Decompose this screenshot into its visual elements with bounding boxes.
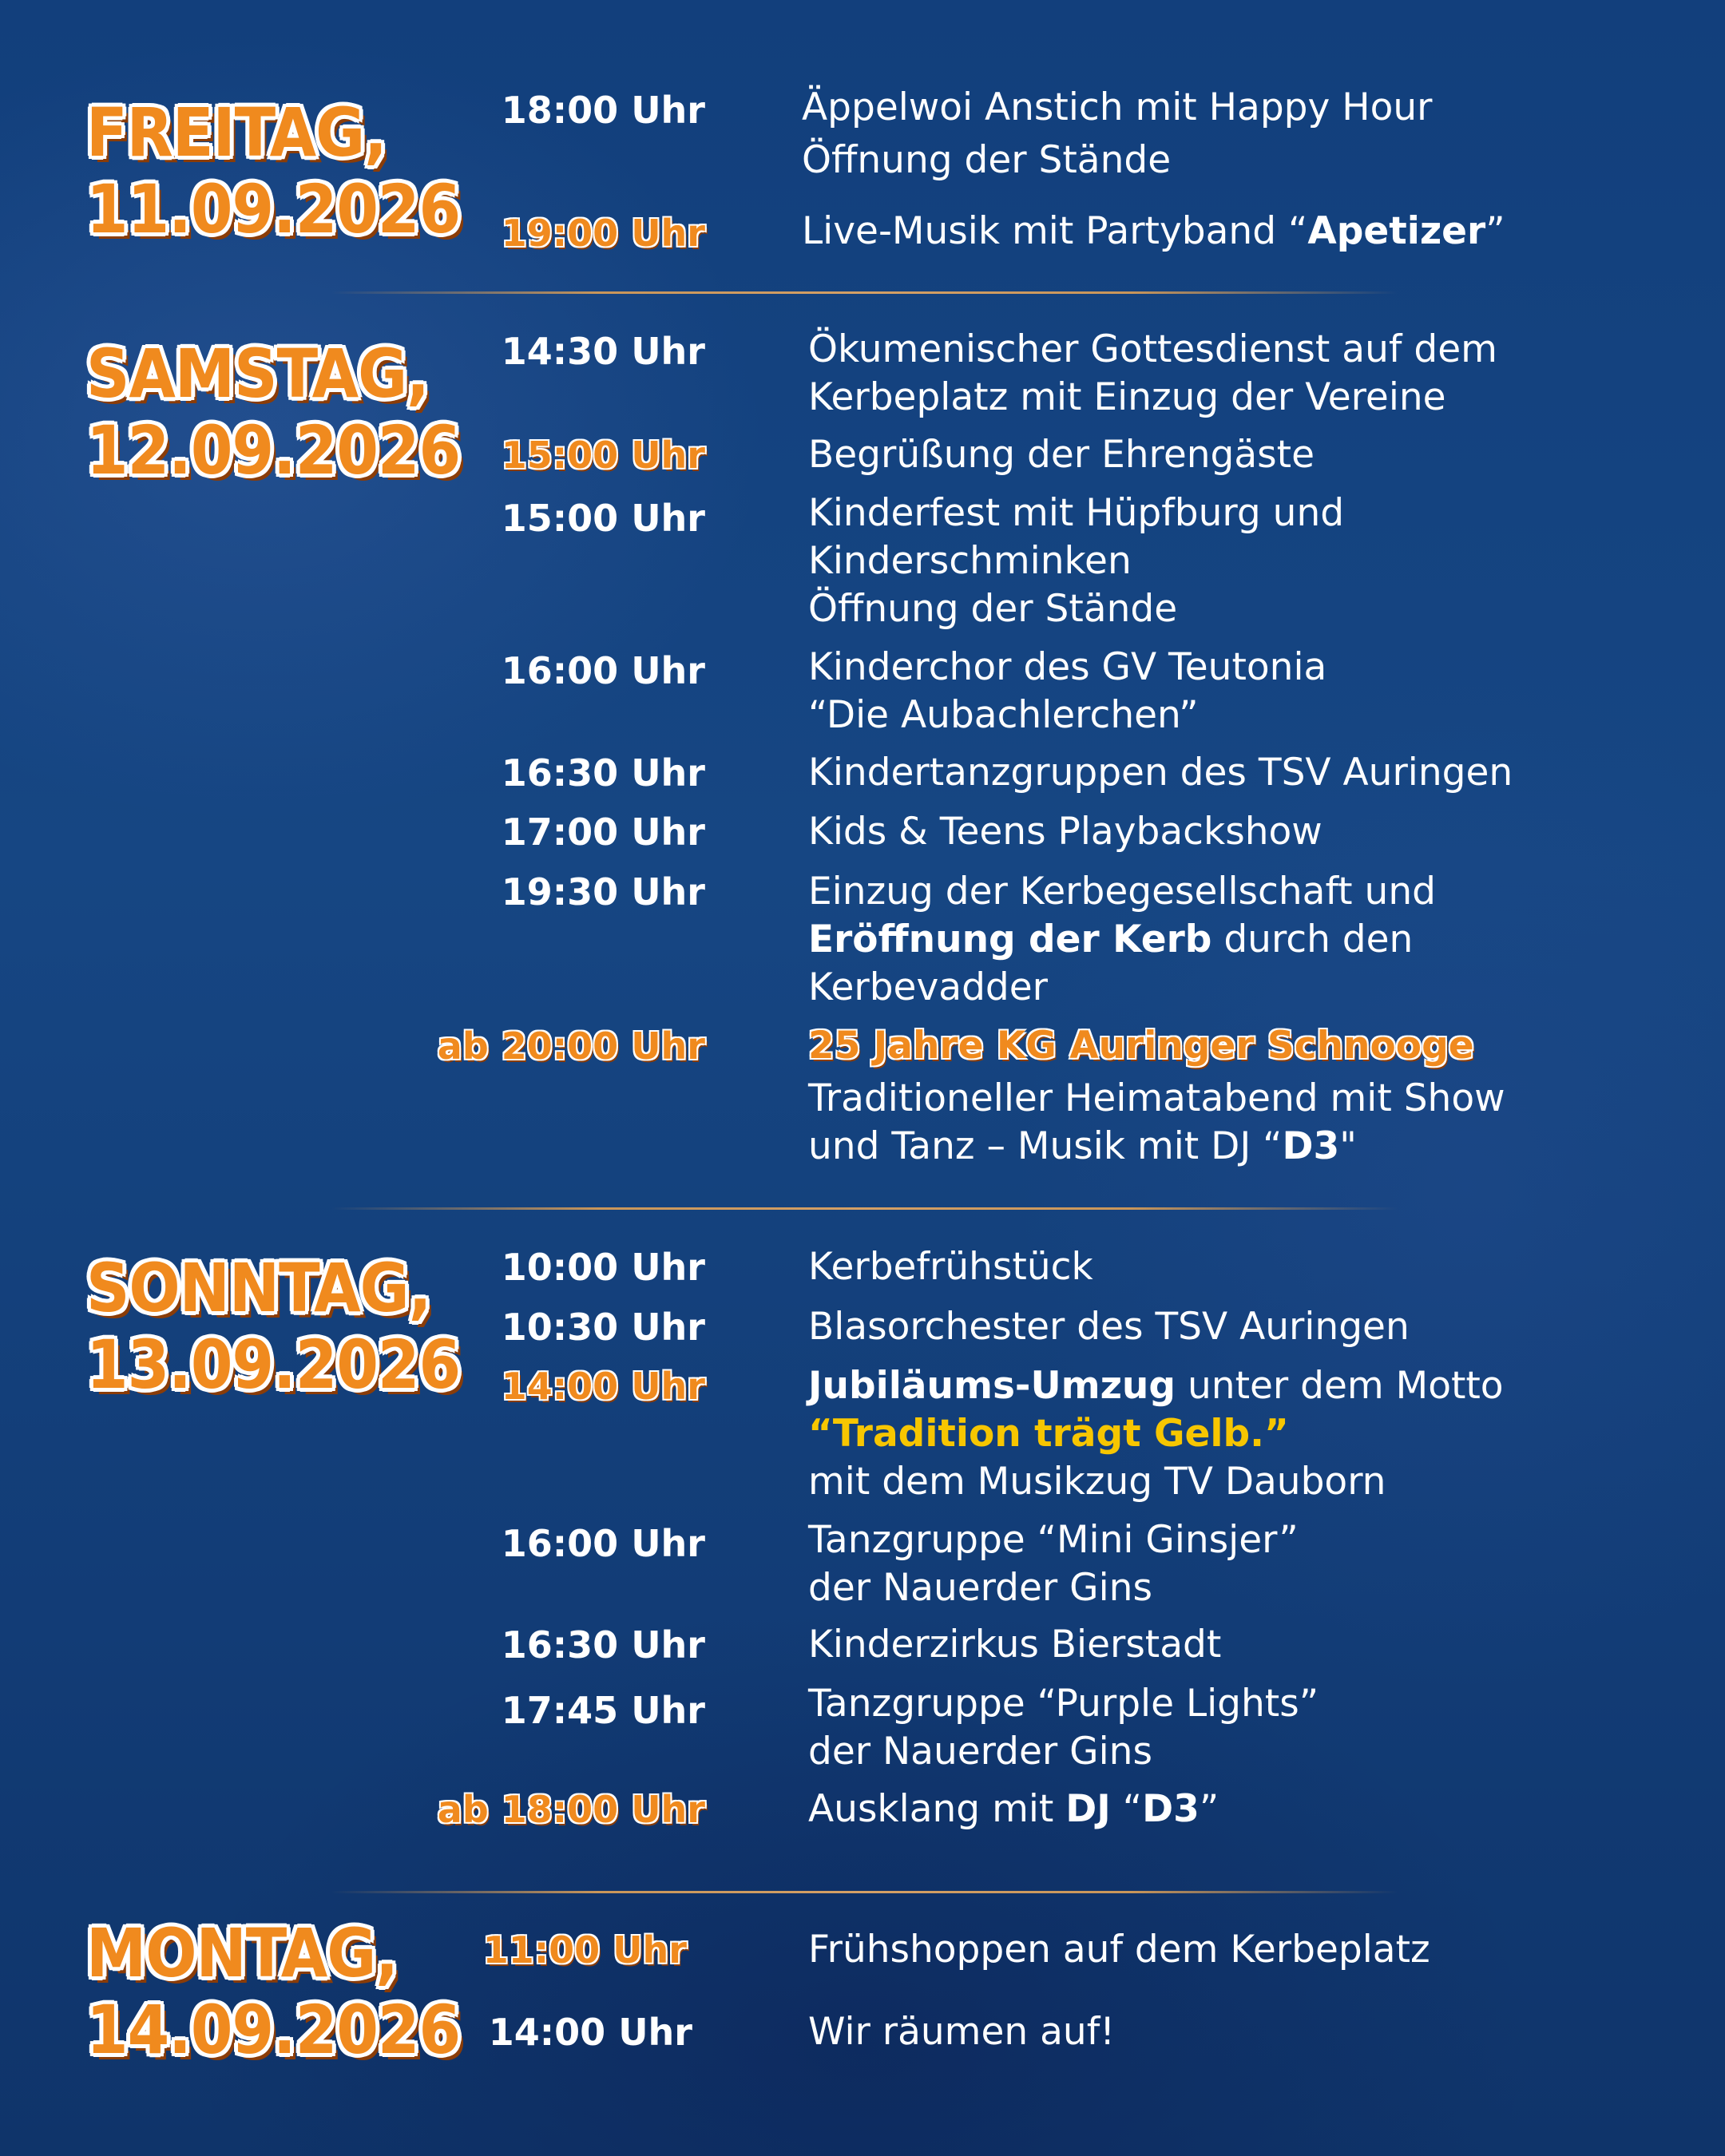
event-text: unter dem Motto [1176, 1364, 1504, 1408]
event-line: Kerbevadder [808, 965, 1048, 1009]
event-description [808, 1022, 1505, 1171]
event-line: Öffnung der Stände [808, 587, 1178, 631]
event-description [808, 431, 1315, 479]
day-name: FREITAG, [86, 93, 387, 172]
event-text-bold: Eröffnung der Kerb [808, 917, 1212, 961]
event-line: Blasorchester des TSV Auringen [808, 1305, 1410, 1349]
event-time: 16:30 Uhr [501, 1623, 705, 1667]
event-line: Tanzgruppe “Purple Lights” [808, 1682, 1319, 1726]
event-time-highlight: 15:00 Uhr [501, 434, 705, 477]
event-description [808, 2008, 1115, 2056]
event-time-highlight: ab 18:00 Uhr [437, 1788, 705, 1831]
event-description [808, 1516, 1299, 1612]
event-line: Traditioneller Heimatabend mit Show [808, 1076, 1505, 1120]
day-date: 11.09.2026 [86, 170, 461, 248]
event-line: Öffnung der Stände [802, 138, 1172, 182]
event-description [808, 749, 1513, 797]
event-description [808, 1680, 1319, 1776]
event-description [808, 1926, 1430, 1974]
event-time-highlight: 19:00 Uhr [501, 212, 705, 255]
day-date: 13.09.2026 [86, 1326, 461, 1404]
event-text: Ausklang mit [808, 1787, 1066, 1831]
event-line: Kindertanzgruppen des TSV Auringen [808, 751, 1513, 795]
dj-name: D3 [1142, 1787, 1200, 1831]
event-line: Wir räumen auf! [808, 2010, 1116, 2054]
event-line: Kerbeplatz mit Einzug der Vereine [808, 375, 1446, 419]
event-line: Kinderzirkus Bierstadt [808, 1623, 1222, 1667]
day-title-sunday [86, 1250, 460, 1403]
event-time: 14:30 Uhr [501, 330, 705, 373]
event-time: 19:30 Uhr [501, 870, 705, 914]
section-divider [331, 1207, 1398, 1210]
event-text: und Tanz – Musik mit DJ “ [808, 1124, 1283, 1168]
event-time-highlight: 11:00 Uhr [482, 1928, 687, 1972]
event-description [808, 1303, 1410, 1351]
event-line: Kerbefrühstück [808, 1245, 1093, 1289]
event-description [808, 1362, 1504, 1506]
event-description [808, 808, 1322, 856]
event-text: " [1339, 1124, 1357, 1168]
event-line: Einzug der Kerbegesellschaft und [808, 870, 1436, 914]
day-title-monday [86, 1915, 460, 2068]
event-time: 17:00 Uhr [501, 810, 705, 854]
event-time: 15:00 Uhr [501, 497, 705, 540]
event-text: Live-Musik mit Partyband “ [802, 209, 1308, 253]
day-title-friday [86, 94, 460, 248]
event-time: 16:30 Uhr [501, 751, 705, 795]
event-line: Begrüßung der Ehrengäste [808, 433, 1315, 477]
event-text: durch den [1211, 917, 1414, 961]
event-line: Ökumenischer Gottesdienst auf dem [808, 327, 1497, 371]
event-line: “Die Aubachlerchen” [808, 693, 1199, 737]
parade-motto: “Tradition trägt Gelb.” [808, 1412, 1289, 1456]
event-description [808, 868, 1436, 1012]
event-line [808, 916, 1436, 964]
event-time: 10:30 Uhr [501, 1306, 705, 1349]
day-name: SONNTAG, [86, 1249, 431, 1327]
day-date: 12.09.2026 [86, 411, 461, 489]
event-text-bold: Jubiläums-Umzug [808, 1364, 1176, 1408]
event-time-highlight: 14:00 Uhr [501, 1365, 705, 1408]
event-line: Äppelwoi Anstich mit Happy Hour [802, 85, 1433, 129]
event-line: Kinderfest mit Hüpfburg und [808, 491, 1345, 535]
event-line [808, 1362, 1504, 1410]
anniversary-highlight: 25 Jahre KG Auringer Schnooge [808, 1024, 1474, 1068]
event-line: Kinderschminken [808, 539, 1132, 583]
event-line [808, 1123, 1505, 1171]
event-line: mit dem Musikzug TV Dauborn [808, 1460, 1386, 1504]
band-name: Apetizer [1307, 209, 1486, 253]
event-time: 16:00 Uhr [501, 1522, 705, 1565]
event-description [808, 644, 1326, 739]
event-time: 14:00 Uhr [488, 2011, 692, 2054]
event-description [808, 1785, 1219, 1833]
event-text: “ [1110, 1787, 1143, 1831]
day-date: 14.09.2026 [86, 1991, 461, 2069]
event-description [808, 489, 1344, 633]
event-description [808, 326, 1497, 422]
event-time: 10:00 Uhr [501, 1246, 705, 1289]
event-time: 16:00 Uhr [501, 649, 705, 692]
event-line: Kinderchor des GV Teutonia [808, 645, 1327, 689]
event-description [808, 1243, 1093, 1291]
event-time: 17:45 Uhr [501, 1689, 705, 1732]
event-line: Kids & Teens Playbackshow [808, 810, 1322, 854]
event-description [802, 81, 1432, 187]
event-line: Tanzgruppe “Mini Ginsjer” [808, 1518, 1299, 1562]
event-line: der Nauerder Gins [808, 1730, 1152, 1774]
day-name: SAMSTAG, [86, 335, 429, 413]
event-text: ” [1199, 1787, 1219, 1831]
event-text: ” [1485, 209, 1505, 253]
section-divider [331, 291, 1398, 294]
event-line [802, 208, 1505, 256]
day-title-saturday [86, 335, 460, 489]
event-description [808, 1621, 1221, 1669]
event-time: 18:00 Uhr [501, 89, 705, 132]
day-name: MONTAG, [86, 1914, 398, 1992]
dj-label: DJ [1065, 1787, 1111, 1831]
event-line: der Nauerder Gins [808, 1566, 1152, 1610]
event-time-highlight: ab 20:00 Uhr [437, 1024, 705, 1068]
event-line: Frühshoppen auf dem Kerbeplatz [808, 1928, 1430, 1972]
dj-name: D3 [1282, 1124, 1340, 1168]
event-line [808, 1785, 1219, 1833]
event-description [802, 208, 1505, 256]
section-divider [331, 1891, 1398, 1893]
